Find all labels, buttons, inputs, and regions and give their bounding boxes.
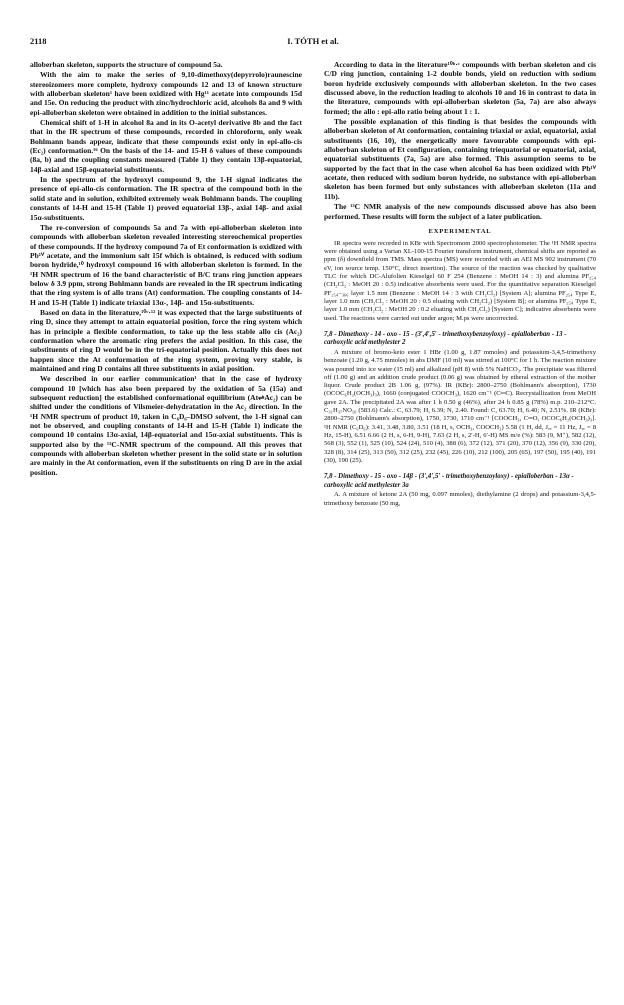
left-paragraph: In the spectrum of the hydroxyl compound 9, the 1-H signal indicates the presence of epi-allo-cis conformation. The IR spectra of the compound both in the solid state and in solution, exhibited extremely weak Bohlmann bands. The coupling constants of 14-H and 15-H (Table 1) proved equatorial 13β-, axial 14β- and axial 15α-substituents. [30,175,302,222]
left-paragraph: With the aim to make the series of 9,10-dimethoxy(depyrrolo)raunescine stereoizomers more complete, hydroxy compounds 12 and 13 of known structure with alloberban skeleton¹ have been oxidized with Hg¹¹ acetate into compounds 15d and 15e. On reducing the product with zinc/hydrochloric acid, alcohols 8a and 9 with epi-alloberban skeleton were obtained in addition to the initial substances. [30,70,302,117]
right-paragraph: The possible explanation of this finding is that besides the compounds with alloberban skeleton of At conformation, containing triaxial or axial, equatorial, axial substituents (16, 10), the energetically more favourable compounds with epi-alloberban skeleton of Et configuration, containing triequatorial or equatorial, axial, equatorial substituents (7a, 5a) are also formed. This assumption seems to be supported by the fact that in the case when alcohol 6a has been oxidized with Pb¹ⱽ acetate, then reduced with sodium boron hydride, no substance with epi-alloberban skeleton has been formed but only substances with alloberban skeleton (11a and 11b). [324,117,596,201]
page-number: 2118 [30,36,47,46]
running-authors: I. TÓTH et al. [287,36,339,46]
left-paragraph: Based on data in the literature,¹⁰ᶜ·¹² it was expected that the large substituents of ring D, since they attempt to attain equatorial position, force the ring system which has in principle a flexible conformation, to take up the less stable allo cis (Ac₂) conformation where the aromatic ring prefers the axial position. In this case, the substituents of ring D would be in the tri-equatorial position. Actually this does not happen since the At conformation of the ring system, proving very stable, is maintained and ring D contains all three substituents in axial position. [30,307,302,373]
left-column [30,60,302,990]
right-column [324,60,596,990]
compound-title: 7,8 - Dimethoxy - 15 - oxo - 14β - (3′,4′,5′ - trimethoxybenzoyloxy) - epialloberban - 13α - carboxylic acid methylester 3a [324,473,574,489]
left-paragraph: The re-conversion of compounds 5a and 7a with epi-alloberban skeleton into compounds with alloberban skeleton revealed interesting stereochemical properties of these compounds. If the hydroxy compound 7a of Et conformation is oxidized with Pb¹ⱽ acetate, and the immonium salt 15f which is obtained, is reduced with sodium boron hydride,¹⁰ hydroxyl compound 16 with alloberban skeleton is formed. In the ¹H NMR spectrum of 16 the band characteristic of B/C trans ring junction appears below δ 3.9 ppm, strong Bohlmann bands are revealed in the IR spectrum indicating that the ring system is of allo trans (At) conformation. The coupling constants of 14-H and 15-H (Table 1) indicate triaxial 13α-, 14β- and 15α-substituents. [30,222,302,307]
right-paragraph: According to data in the literature¹⁰ᵇ·ᶜ compounds with berban skeleton and cis C/D ring junction, containing 1-2 double bonds, yield on reduction with sodium boron hydride exclusively compounds with alloberban skeleton. In the two cases discussed above, in the reduction leading to alcohols 10 and 16 in contrast to data in the literature, compounds with epi-alloberban skeleton (5a, 7a) are also always formed; the allo : epi-allo ratio being about 1 : 1. [324,60,596,116]
left-paragraph: We described in our earlier communication¹ that in the case of hydroxy compound 10 [which has also been prepared by the oxidation of 5a (15a) and subsequent reduction] the established conformational equilibrium (At⇌Ac₂) can be shifted under the conditions of Vilsmeier-dehydratation in the Ac₂ direction. In the ¹H NMR spectrum of product 10, taken in C₆D₆–DMSO solvent, the 1-H signal can not be observed, and coupling constants of 14-H and 15-H (Table 1) indicate the compound 10 contains 13α-axial, 14β-equatorial and 15α-axial substituents. This is supported also by the ¹³C-NMR spectrum of the compound. All this proves that compounds with alloberban skeleton whether present in the solid state or in solution are mainly in the At conformation, even if the substituents on ring D are in the axial position. [30,374,302,477]
body-columns [30,60,596,990]
right-paragraph: A mixture of bromo-keto ester 1 HBr (1.00 g, 1.87 mmoles) and potassium-3,4,5-trimethoxy benzoate (1.20 g, 4.75 mmoles) in abs DMF (10 ml) was stirred at 100°C for 1 h. The reaction mixture was poured into ice water (15 ml) and alkalized (pH 8) with 5% NaHCO₃. The precipitate was filtered off (1.00 g) and an addition crude product (0.06 g) was obtained by etheral extraction of the mother liquor. Crude product 2B 1.06 g, (97%). IR (KBr): 2800–2750 (Bohlmann's absorption), 1730 (OCOC₆H₂(OCH₃)₃), 1660 (conjugated COOCH₃), 1620 cm⁻¹ (C═C). Recrystallization from MeOH gave 2A. The precipitated 2A was after 1 h 0.50 g (46%), after 24 h 0.85 g (78%) m.p. 210–212°C. C₃₁H₃₇NO₁₀ (583.6) Calc.: C, 63.79; H, 6.39; N, 2.40. Found: C, 63.70; H, 6.40; N, 2.51%. IR (KBr): 2800–2750 (Bohlmann's absorption), 1750, 1730, 1710 cm⁻¹ [COOCH₃, C═O, OCOC₆H₂(OCH₃)₃]. ¹H NMR (C₆D₆): 3.41, 3.48, 3.80, 3.51 (18 H, s, OCH₃, COOCH₃) 5.58 (1 H, dd, Jₐₐ = 11 Hz, Jₐₑ = 8 Hz, 15-H), 6.51 6.66 (2 H, s, 6-H, 9-H), 7.63 (2 H, s, 2′-H, 6′-H) MS m/e (%): 583 (9, M⁺), 582 (12), 568 (3), 552 (1), 525 (10), 524 (24), 510 (4), 388 (6), 372 (12), 371 (20), 370 (12), 356 (9), 330 (20), 328 (8), 314 (25), 313 (50), 312 (25), 232 (45), 226 (10), 212 (100), 205 (65), 197 (50), 195 (40), 191 (30), 190 (25). [324,349,596,464]
right-paragraph: The ¹³C NMR analysis of the new compounds discussed above has also been performed. These results will form the subject of a later publication. [324,202,596,221]
right-paragraph: IR spectra were recorded in KBr with Spectromom 2000 spectrophotometer. The ¹H NMR spectra were obtained using a Varian XL-100-15 Fourier transform instrument, chemical shifts are reported as ppm (δ) downfield from TMS. Mass spectra (MS) were recorded with an AEI MS 902 instrument (70 eV, ion source temp. 150°C, direct insertion). The source of the reaction was checked by qualitative TLC for which DC-Alufolien Kieselgel 60 F 254 (Benzene : MeOH 14 : 3) and alumina PF₂₅₄ (CH₂Cl₂ : MeOH 20 : 0.5) indicative absorbents were used. For the quantitative separation Kieselgel PF₂₅₄₋₃₆₆ layer 1.5 mm (Benzene : MeOH 14 : 3 with CH₂Cl₂) [System A]; alumina PF₂₅₄ Type E, layer 1.0 mm (CH₂Cl₂ : MeOH 20 : 0.5 eluating with CH₂Cl₂) [System B]; or alumina PF₂₅₄ Type E, layer 1.0 mm (CH₂Cl₂ : MeOH 20 : 0.2 eluating with CH₂Cl₂) [System C]; indicative absorbents were used. The reactions were carried out under argon; M.ps were uncorrected. [324,239,596,322]
left-paragraph: Chemical shift of 1-H in alcohol 8a and in its O-acetyl derivative 8b and the fact that in the IR spectrum of these compounds, recorded in chloroform, only weak Bohlmann bands appear, indicate that these compounds exist only in epi-allo-cis (Ec₂) conformation.¹⁶ On the basis of the 14- and 15-H δ values of these compounds (8a, b) and the coupling constants measured (Table 1) they contain 13β-equatorial, 14β-axial and 15β-equatorial substituents. [30,118,302,174]
left-paragraph: alloberban skeleton, supports the structure of compound 5a. [30,60,223,69]
compound-title: 7,8 - Dimethoxy - 14 - oxo - 15 - (3′,4′,5′ - trimethoxybenzoyloxy) - epialloberban - 13 - carboxylic acid methylester 2 [324,330,567,347]
section-heading: EXPERIMENTAL [428,227,492,235]
right-paragraph: A. A mixture of ketone 2A (50 mg, 0.097 mmoles), diethylamine (2 drops) and potassium-3,4,5-trimethoxy benzoate (50 mg, [324,491,596,507]
running-header [30,36,596,50]
